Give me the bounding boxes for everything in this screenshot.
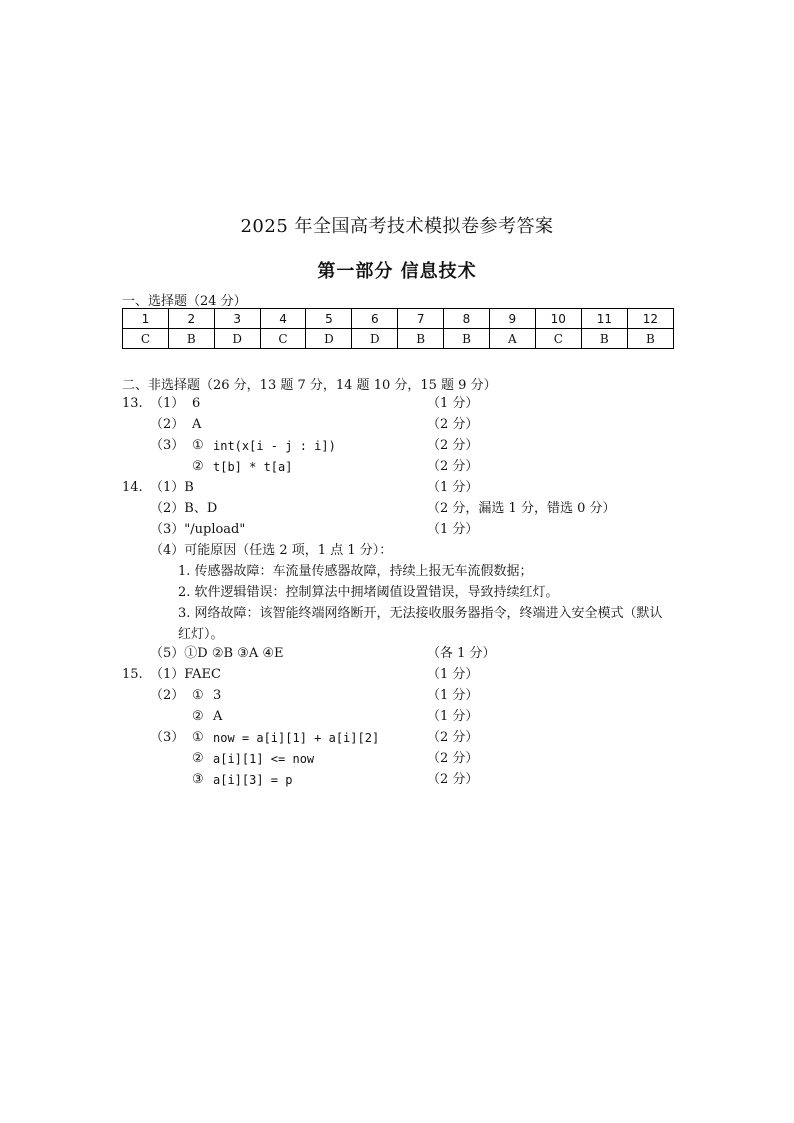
q15-p3a-points: （2 分）: [427, 730, 479, 745]
q13-p2-label: （2）: [150, 417, 185, 432]
q13-p3b-answer: t[b] * t[a]: [213, 460, 293, 474]
q15-p3c-points: （2 分）: [427, 772, 479, 787]
q14-p5: （5）①D ②B ③A ④E: [150, 646, 284, 661]
question-number: 8: [444, 309, 490, 329]
answer-cell: A: [489, 329, 535, 349]
q13-p3b-mark: ②: [192, 459, 204, 474]
q14-reason-1: 1. 传感器故障：车流量传感器故障，持续上报无车流假数据；: [178, 564, 533, 579]
answer-cell: D: [306, 329, 352, 349]
q13-p1-points: （1 分）: [427, 396, 479, 411]
q15-p1-points: （1 分）: [427, 667, 479, 682]
q15-p2a-answer: 3: [213, 688, 222, 703]
q13-p1-label: （1）: [150, 396, 185, 411]
question-number: 5: [306, 309, 352, 329]
question-number: 6: [352, 309, 398, 329]
answer-row: [123, 329, 674, 349]
question-number: 7: [398, 309, 444, 329]
section1-heading: 一、选择题（24 分）: [122, 294, 247, 309]
q15-p2b-points: （1 分）: [427, 709, 479, 724]
answer-table: [122, 308, 674, 349]
question-number: 2: [168, 309, 214, 329]
answer-cell: B: [444, 329, 490, 349]
q13-p3a-mark: ①: [192, 438, 204, 453]
q15-p3-label: （3）: [150, 730, 185, 745]
q14-p2-points: （2 分，漏选 1 分，错选 0 分）: [427, 501, 616, 516]
answer-cell: B: [168, 329, 214, 349]
answer-cell: D: [352, 329, 398, 349]
question-number: 3: [214, 309, 260, 329]
q15-p2a-mark: ①: [192, 688, 204, 703]
q13-number: 13.: [122, 396, 143, 411]
q13-p3-label: （3）: [150, 438, 185, 453]
answer-cell: B: [581, 329, 627, 349]
q13-p1-answer: 6: [192, 396, 201, 411]
q13-p3b-points: （2 分）: [427, 459, 479, 474]
question-number: 10: [535, 309, 581, 329]
answer-cell: C: [535, 329, 581, 349]
q15-p2-label: （2）: [150, 688, 185, 703]
q15-p3b-answer: a[i][1] <= now: [213, 752, 315, 766]
q15-p3b-points: （2 分）: [427, 751, 479, 766]
q15-p3c-answer: a[i][3] = p: [213, 773, 293, 787]
answer-cell: C: [260, 329, 306, 349]
q14-number: 14.: [122, 480, 143, 495]
q14-p3-points: （1 分）: [427, 522, 479, 537]
q14-p3: （3）"/upload": [150, 522, 246, 537]
q15-p1: （1）FAEC: [150, 667, 221, 682]
section2-heading: 二、非选择题（26 分，13 题 7 分，14 题 10 分，15 题 9 分）: [122, 378, 497, 393]
q15-p2b-mark: ②: [192, 709, 204, 724]
q13-p2-points: （2 分）: [427, 417, 479, 432]
q15-p2b-answer: A: [213, 709, 223, 724]
q14-p1-points: （1 分）: [427, 480, 479, 495]
question-number: 12: [627, 309, 673, 329]
q14-p4: （4）可能原因（任选 2 项，1 点 1 分）：: [150, 543, 393, 558]
q13-p3a-points: （2 分）: [427, 438, 479, 453]
q15-p3c-mark: ③: [192, 772, 204, 787]
q14-reason-3: 3. 网络故障：该智能终端网络断开，无法接收服务器指令，终端进入安全模式（默认红灯）。: [178, 606, 663, 642]
q14-p2: （2）B、D: [150, 501, 218, 516]
question-number: 9: [489, 309, 535, 329]
page-subtitle: 第一部分 信息技术: [317, 261, 477, 282]
q15-p3b-mark: ②: [192, 751, 204, 766]
q14-reason-2: 2. 软件逻辑错误：控制算法中拥堵阈值设置错误，导致持续红灯。: [178, 585, 559, 600]
q13-p3a-answer: int(x[i - j : i]): [213, 439, 336, 453]
page-title: 2025 年全国高考技术模拟卷参考答案: [240, 216, 554, 237]
answer-cell: C: [123, 329, 169, 349]
question-number: 11: [581, 309, 627, 329]
q15-p3a-mark: ①: [192, 730, 204, 745]
q13-p2-answer: A: [192, 417, 202, 432]
q15-number: 15.: [122, 667, 143, 682]
q15-p3a-answer: now = a[i][1] + a[i][2]: [213, 731, 380, 745]
q14-p5-points: （各 1 分）: [427, 646, 496, 661]
answer-cell: B: [627, 329, 673, 349]
question-number-row: [123, 309, 674, 329]
question-number: 4: [260, 309, 306, 329]
question-number: 1: [123, 309, 169, 329]
answer-cell: D: [214, 329, 260, 349]
q14-p1: （1）B: [150, 480, 194, 495]
answer-cell: B: [398, 329, 444, 349]
q15-p2a-points: （1 分）: [427, 688, 479, 703]
